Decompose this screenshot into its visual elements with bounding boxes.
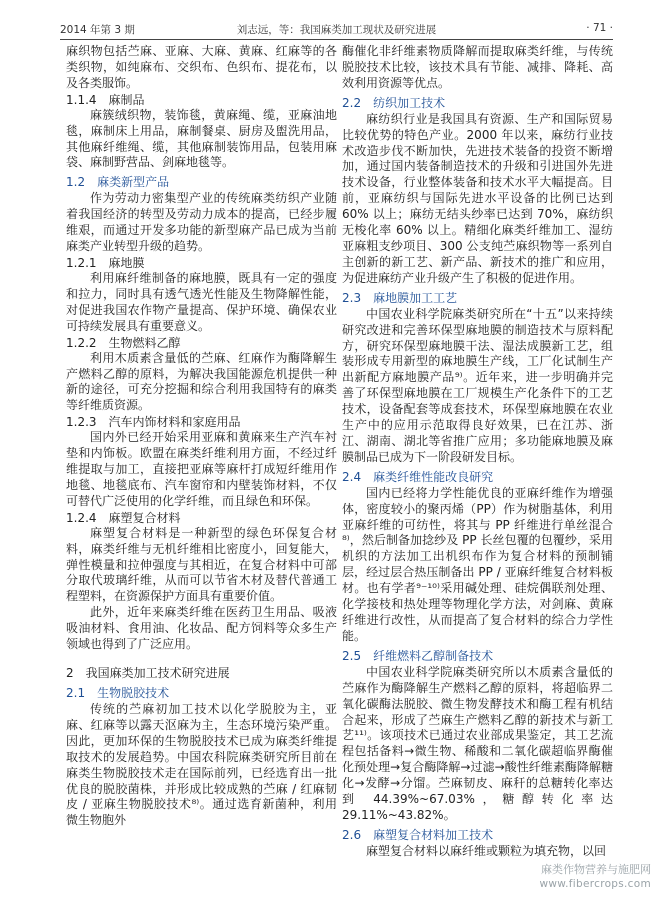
section-heading: 2.5 纤维燃料乙醇制备技术	[342, 648, 494, 663]
running-header	[60, 20, 613, 40]
page-number: · 71 ·	[586, 22, 613, 34]
section-heading: 2.1 生物脱胶技术	[66, 686, 170, 700]
header-rule	[60, 39, 613, 40]
section-heading: 2.4 麻类纤维性能改良研究	[342, 469, 494, 484]
site-watermark	[539, 863, 651, 891]
paragraph: 麻簇绒织物，装饰毯，黄麻绳、缆，亚麻油地毯，麻制床上用品，麻制餐桌、厨房及盥洗用品，其他麻纤维绳、缆，其他麻制装饰用品，包装用麻袋、麻制野营品、剑麻地毯等。	[66, 107, 337, 170]
watermark-url: www.fibercrops.com	[539, 878, 651, 890]
subsection-heading: 1.2.4 麻塑复合材料	[66, 510, 181, 525]
left-column	[66, 44, 337, 829]
article-running-title: 刘志远，等：我国麻类加工现状及研究进展	[236, 24, 437, 36]
paragraph: 国内外已经开始采用亚麻和黄麻来生产汽车衬垫和内饰板。欧盟在麻类纤维利用方面，不经过纤维提取与加工，直接把亚麻等麻杆打成短纤维用作地毯、地毯底布、汽车窗帘和内壁装饰材料，不仅可替代广泛使用的化学纤维，而且绿色和环保。	[66, 430, 337, 508]
paragraph: 利用麻纤维制备的麻地膜，既具有一定的强度和拉力，同时具有透气透光性能及生物降解性能，对促进我国农作物产量提高、保护环境、确保农业可持续发展具有重要意义。	[66, 270, 337, 333]
paragraph: 中国农业科学院麻类研究所在“十五”以来持续研究改进和完善环保型麻地膜的制造技术与原料配方，研究环保型麻地膜干法、湿法成膜新工艺，组装形成专用新型的麻地膜生产线，工厂化试制生产出新配方麻地膜产品⁹⁾。近年来，进一步明确并完善了环保型麻地膜在工厂规模生产化条件下的工艺技术，设备配套等成套技术，环保型麻地膜在农业生产中的应用示范取得良好效果，已在江苏、浙江、湖南、湖北等省推广应用；多功能麻地膜及麻膜制品已成为下一阶段研发目标。	[342, 306, 613, 464]
section-heading: 1.2 麻类新型产品	[66, 175, 170, 190]
paragraph: 麻塑复合材料以麻纤维或颗粒为填充物，以回	[366, 843, 607, 858]
issue-label: 2014 年第 3 期	[60, 24, 135, 36]
chapter-heading: 2 我国麻类加工技术研究进展	[66, 666, 230, 680]
section-heading: 2.6 麻塑复合材料加工技术	[342, 827, 494, 842]
watermark-title: 麻类作物营养与施肥网	[541, 863, 651, 876]
subsection-heading: 1.1.4 麻制品	[66, 92, 145, 107]
subsection-heading: 1.2.1 麻地膜	[66, 255, 145, 270]
paragraph: 中国农业科学院麻类研究所以木质素含量低的苎麻作为酶降解生产燃料乙醇的原料，将超临界二氧化碳酶法脱胶、微生物发酵技术和酶工程有机结合起来，形成了苎麻生产燃料乙醇的新技术与新工艺¹¹⁾。该项技术已通过农业部成果鉴定，其工艺流程包括备料→微生物、稀酸和二氧化碳超临界酶催化预处理→复合酶降解→过滤→酸性纤维素酶降解糖化→发酵→分馏。苎麻韧皮、麻秆的总糖转化率达到 44.39%~67.03%，糖醇转化率达 29.11%~43.82%。	[342, 664, 613, 822]
paragraph: 此外，近年来麻类纤维在医药卫生用品、吸液吸油材料、食用油、化妆品、配方饲料等众多生产领域也得到了广泛应用。	[66, 605, 337, 652]
paragraph: 传统的苎麻初加工技术以化学脱胶为主，亚麻、红麻等以露天沤麻为主，生态环境污染严重。因此，更加环保的生物脱胶技术已成为麻类纤维提取技术的发展趋势。中国农科院麻类研究所目前在麻类生物脱胶技术走在国际前列，已经选育出一批优良的脱胶菌株，并形成比较成熟的苎麻 / 红麻韧皮 / 亚麻生物脱胶技术⁸⁾。通过选育新菌种，利用微生物胞外	[66, 702, 337, 828]
section-heading: 2.2 纺织加工技术	[342, 95, 446, 110]
paragraph: 酶催化非纤维素物质降解而提取麻类纤维，与传统脱胶技术比较，该技术具有节能、减排、降耗、高效利用资源等优点。	[342, 44, 613, 90]
subsection-heading: 1.2.3 汽车内饰材料和家庭用品	[66, 415, 241, 430]
right-column	[342, 44, 613, 860]
paragraph: 麻织物包括苎麻、亚麻、大麻、黄麻、红麻等的各类织物，如纯麻布、交织布、色织布、提花布，以及各类服饰。	[66, 44, 337, 90]
subsection-heading: 1.2.2 生物燃料乙醇	[66, 335, 181, 350]
paragraph: 麻塑复合材料是一种新型的绿色环保复合材料，麻类纤维与无机纤维相比密度小，回复能大，弹性模量和拉伸强度与其相近，在复合材料中可部分取代玻璃纤维，从而可以节省木材及替代普通工程塑料，在资源保护方面具有重要价值。	[66, 525, 337, 604]
paragraph: 作为劳动力密集型产业的传统麻类纺织产业随着我国经济的转型及劳动力成本的提高，已经步履维艰，而通过开发多功能的新型麻产品已成为当前麻类产业转型升级的趋势。	[66, 191, 337, 254]
paragraph: 麻纺织行业是我国具有资源、生产和国际贸易比较优势的特色产业。2000 年以来，麻纺行业技术改造步伐不断加快，先进技术装备的投资不断增加，通过国内装备制造技术的升级和引进国外先进技术设备，行业整体装备和技术水平大幅提高。目前，亚麻纺织与国际先进水平设备的比例已达到 60% 以上；麻纺无结头纱率已达到 70%，麻纺织无梭化率 60% 以上。精细化麻类纤维加工、湿纺亚麻粗支纱项目、300 公支纯苎麻织物等一系列自主创新的新工艺、新产品、新技术的推广和应用，为促进麻纺产业升级产生了积极的促进作用。	[342, 111, 613, 285]
paragraph: 利用木质素含量低的苎麻、红麻作为酶降解生产燃料乙醇的原料，为解决我国能源危机提供一种新的途径，可充分挖掘和综合利用我国特有的麻类等纤维质资源。	[66, 350, 337, 413]
paragraph: 国内已经将力学性能优良的亚麻纤维作为增强体，密度较小的聚丙烯（PP）作为树脂基体，利用亚麻纤维的可纺性，将其与 PP 纤维进行单丝混合⁸⁾，然后制备加捻纱及 PP 长丝包覆的包覆纱，采用机织的方法加工出机织布作为复合材料的预制铺层，经过层合热压制备出 PP / 亚麻纤维复合材料板材。也有学者⁹⁻¹⁰⁾采用碱处理、硅烷偶联剂处理、化学接枝和热处理等物理化学方法，对剑麻、黄麻纤维进行改性，从而提高了复合材料的综合力学性能。	[342, 485, 613, 643]
section-heading: 2.3 麻地膜加工工艺	[342, 290, 458, 305]
